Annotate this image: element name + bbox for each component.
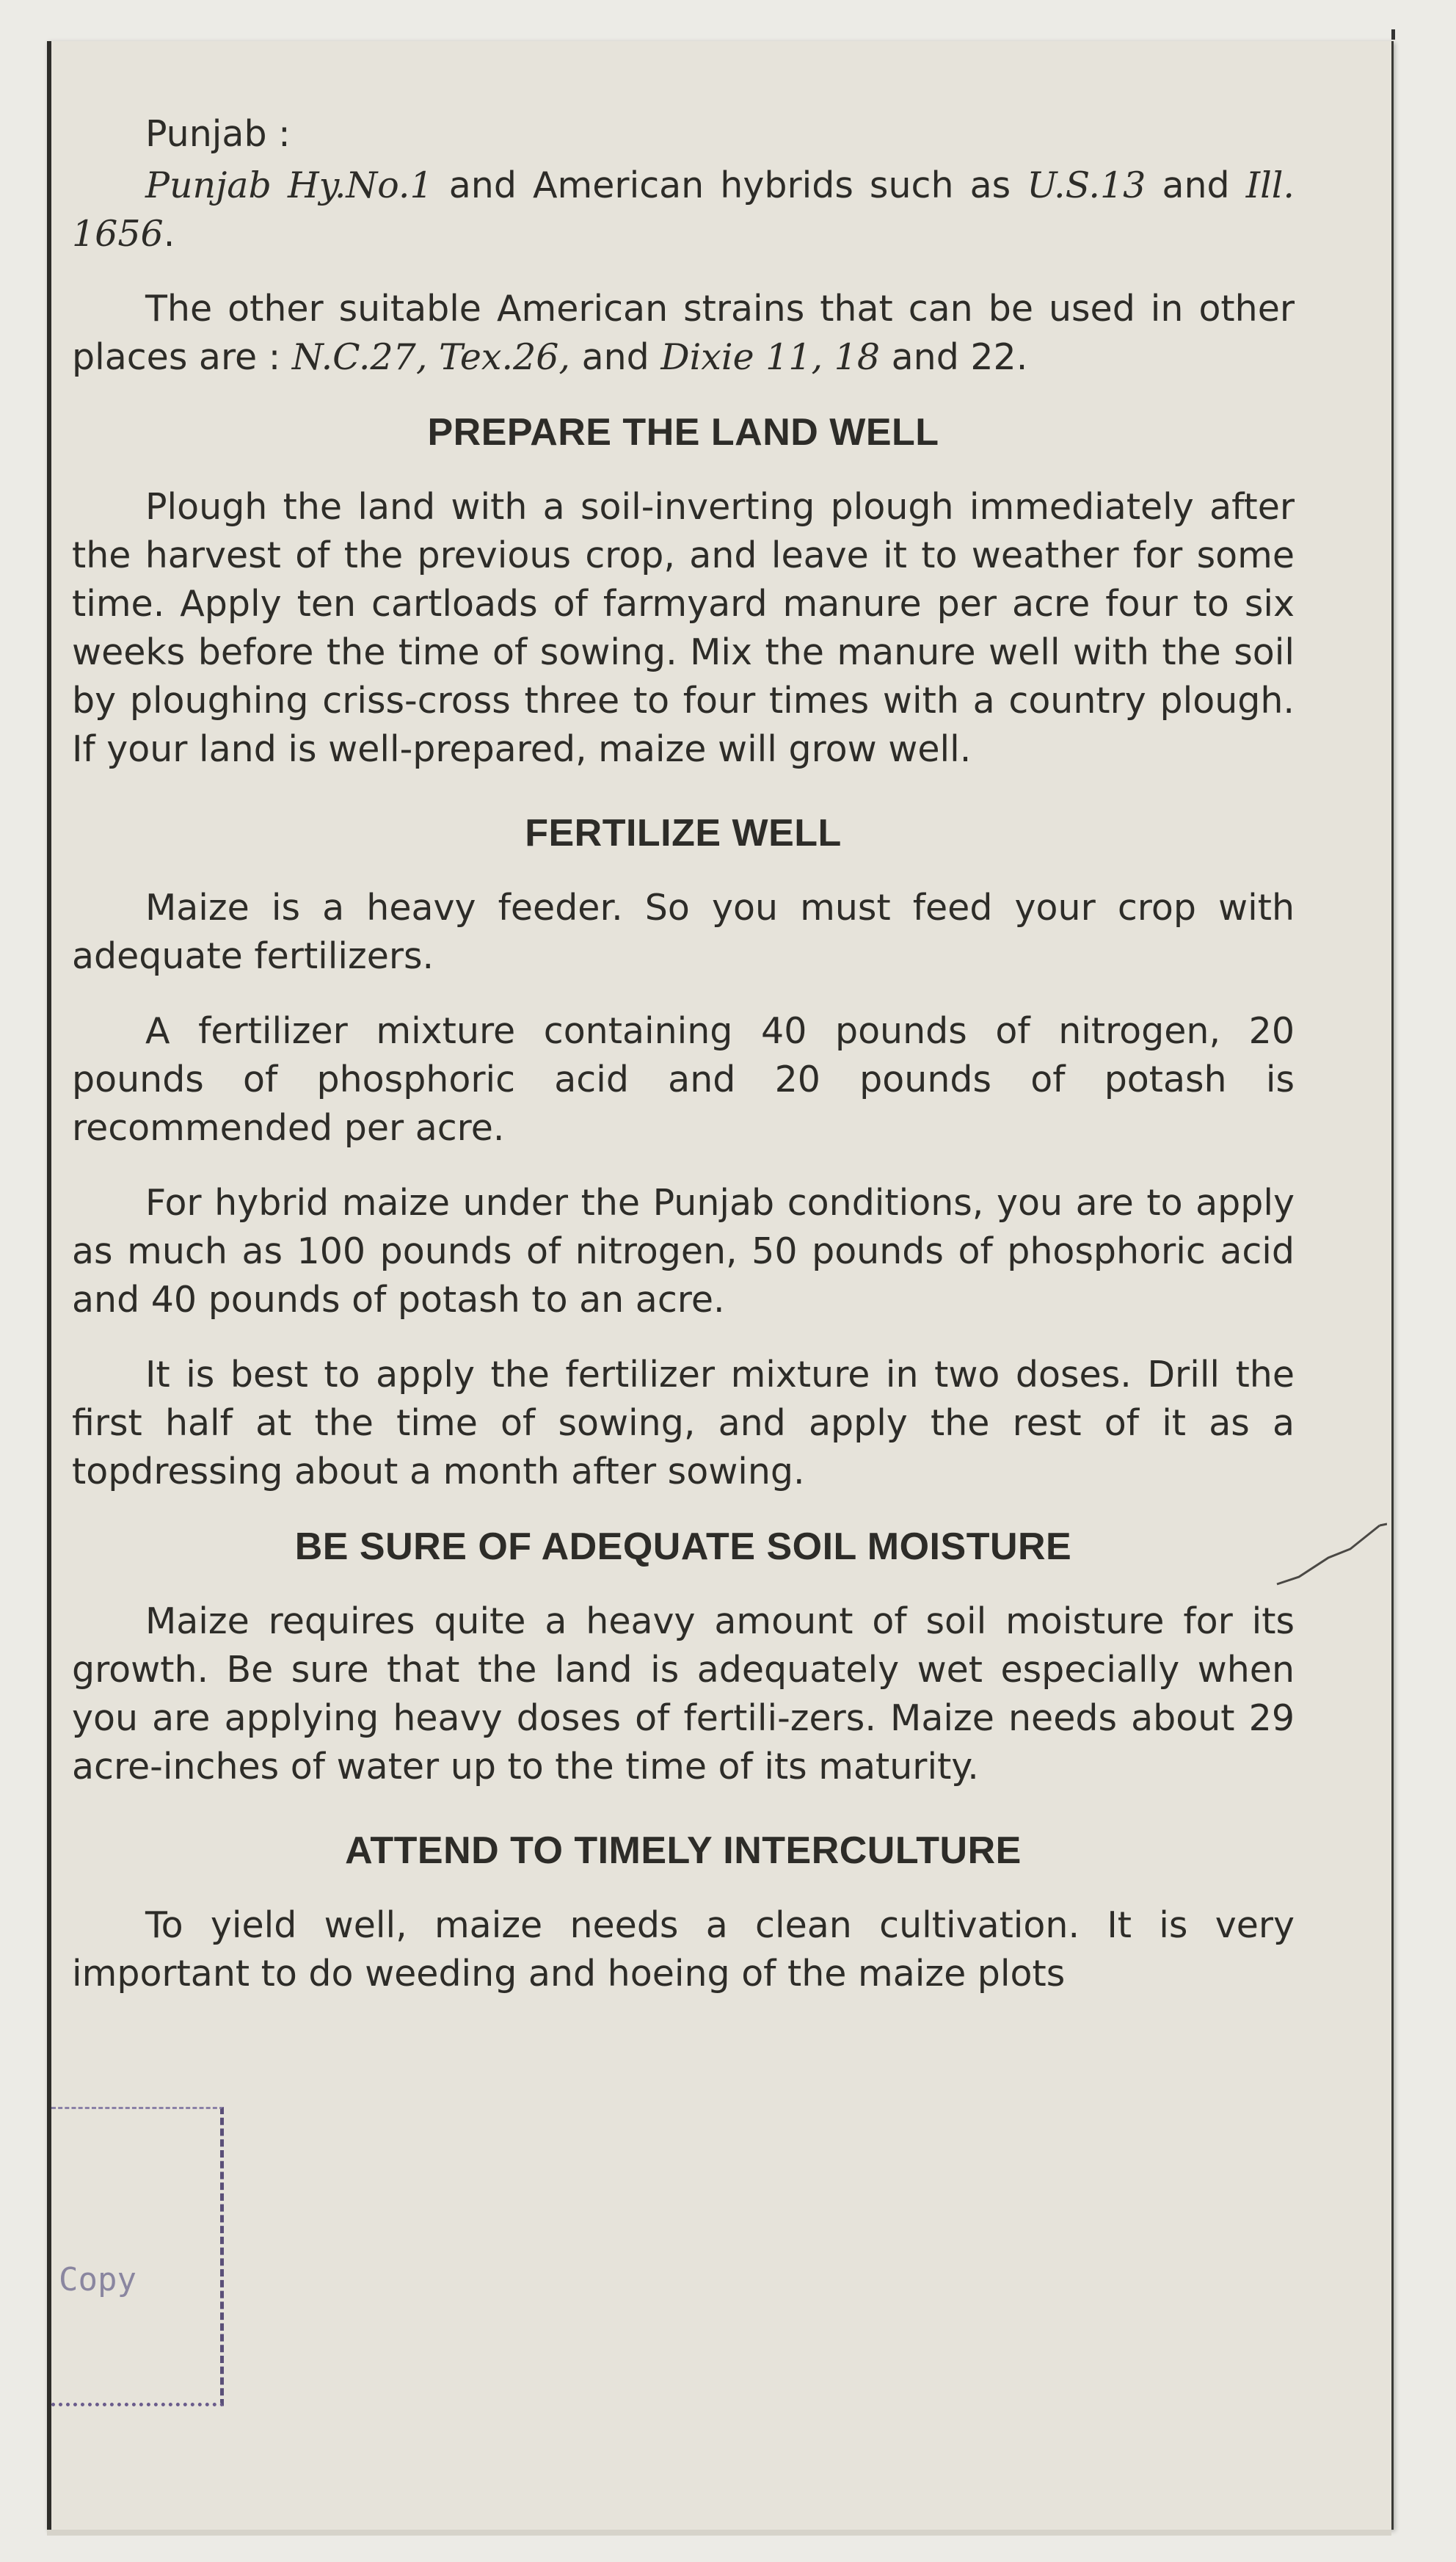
- fertilize-paragraph-3: For hybrid maize under the Punjab conditions, you are to apply as much as 100 pounds of nitrogen, 50 pounds of phosphoric acid and 40 pounds of potash to an acre.: [72, 1182, 1295, 1321]
- fertilize-paragraph-4: It is best to apply the fertilizer mixture in two doses. Drill the first half at the time of sowing, and apply the rest of it as a topdressing about a month after sowing.: [72, 1354, 1295, 1492]
- section-heading-soil-moisture: BE SURE OF ADEQUATE SOIL MOISTURE: [294, 1525, 1072, 1568]
- paper-tear-mark: [1270, 1520, 1387, 1586]
- dust-speck: [1391, 29, 1395, 40]
- purple-stamp-mark: [51, 2107, 224, 2406]
- document-body: [72, 110, 1295, 1998]
- soil-moisture-paragraph: Maize requires quite a heavy amount of soil moisture for its growth. Be sure that the land is adequately wet especially when you are applying heavy doses of fertili-zers. Maize needs about 29 acre-inches of water up to the time of its maturity.: [72, 1600, 1295, 1788]
- american-strains-paragraph: The other suitable American strains that can be used in other places are : N.C.27, Tex.26, and Dixie 11, 18 and 22.: [72, 288, 1295, 378]
- section-heading-prepare-land: PREPARE THE LAND WELL: [427, 411, 939, 454]
- fertilize-paragraph-2: A fertilizer mixture containing 40 pounds of nitrogen, 20 pounds of phosphoric acid and 20 pounds of potash is recommended per acre.: [72, 1010, 1295, 1149]
- page-bottom-edge: [47, 2530, 1391, 2536]
- prepare-land-paragraph: Plough the land with a soil-inverting plough immediately after the harvest of the previous crop, and leave it to weather for some time. Apply ten cartloads of farmyard manure per acre four to six weeks before the time of sowing. Mix the manure well with the soil by ploughing criss-cross three to four times with a country plough. If your land is well-prepared, maize will grow well.: [72, 486, 1295, 770]
- section-heading-interculture: ATTEND TO TIMELY INTERCULTURE: [345, 1829, 1022, 1872]
- fertilize-paragraph-1: Maize is a heavy feeder. So you must feed your crop with adequate fertilizers.: [72, 887, 1295, 977]
- interculture-paragraph: To yield well, maize needs a clean cultivation. It is very important to do weeding and hoeing of the maize plots: [72, 1904, 1295, 1995]
- section-heading-fertilize: FERTILIZE WELL: [525, 812, 842, 854]
- region-label: Punjab :: [145, 113, 291, 155]
- stamp-text: Copy: [59, 2261, 136, 2298]
- punjab-hybrids-paragraph: Punjab Hy.No.1 and American hybrids such as U.S.13 and Ill. 1656.: [72, 164, 1295, 255]
